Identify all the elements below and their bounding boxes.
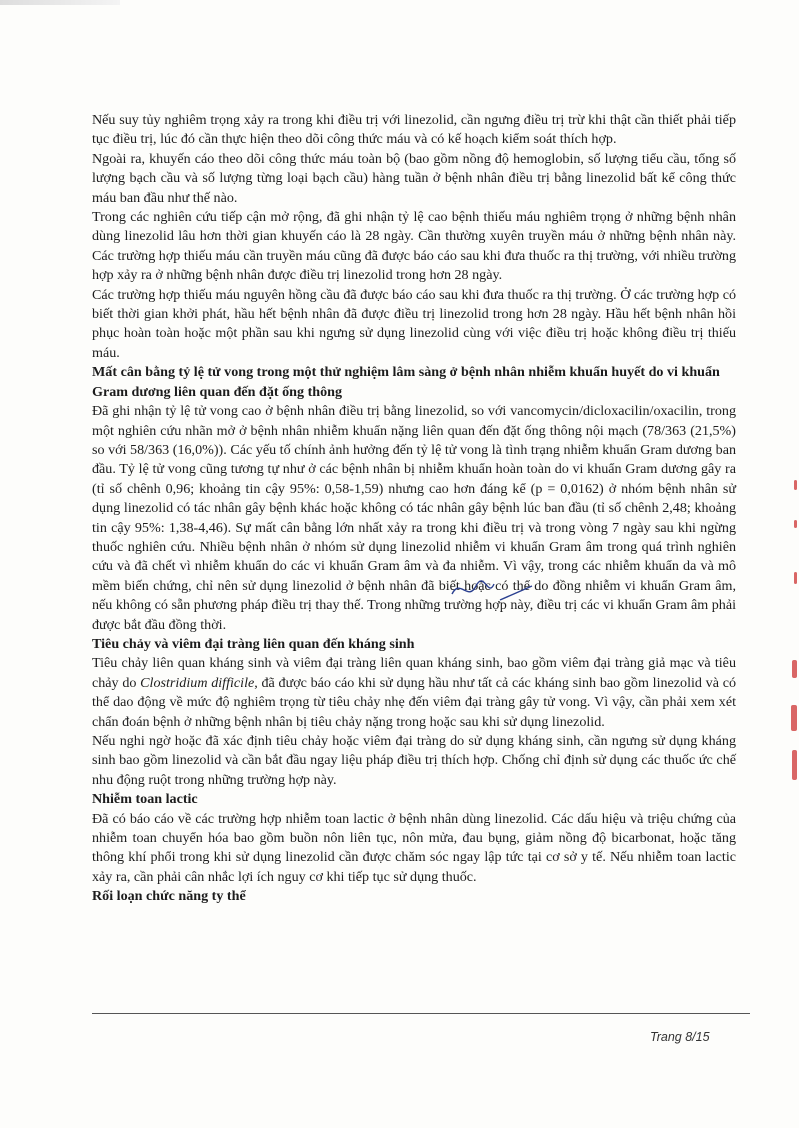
document-body (92, 111, 736, 907)
heading-mortality-imbalance: Mất cân bằng tỷ lệ tử vong trong một thử nghiệm lâm sàng ở bệnh nhân nhiễm khuẩn huyết do vi khuẩn Gram dương liên quan đến đặt ống thông (92, 364, 720, 400)
paragraph-diarrhea (92, 654, 736, 732)
footer-rule (92, 1013, 750, 1014)
paragraph-diarrhea-treatment: Nếu nghi ngờ hoặc đã xác định tiêu chảy hoặc viêm đại tràng do sử dụng kháng sinh, cần ngưng sử dụng kháng sinh bao gồm linezolid và cần bắt đầu ngay liệu pháp điều trị thích hợp. Chống chỉ định sử dụng các thuốc ức chế nhu động ruột trong những trường hợp này. (92, 733, 736, 788)
paragraph-mortality: Đã ghi nhận tỷ lệ tử vong cao ở bệnh nhân điều trị bằng linezolid, so với vancomycin/dicloxacilin/oxacilin, trong một nghiên cứu nhãn mở ở bệnh nhân nhiễm khuẩn nặng liên quan đến đặt ống thông nội mạch (78/363 (21,5%) so với 58/363 (16,0%)). Các yếu tố chính ảnh hưởng đến tỷ lệ tử vong là tình trạng nhiễm khuẩn Gram dương ban đầu. Tỷ lệ tử vong cũng tương tự như ở các bệnh nhân bị nhiễm khuẩn hoàn toàn do vi khuẩn Gram dương gây ra (tỉ số chênh 0,96; khoảng tin cậy 95%: 0,58-1,59) nhưng cao hơn đáng kể (p = 0,0162) ở nhóm bệnh nhân sử dụng linezolid có tác nhân gây bệnh khác hoặc không có tác nhân gây bệnh lúc ban đầu (tỉ số chênh 2,48; khoảng tin cậy 95%: 1,38-4,46). Sự mất cân bằng lớn nhất xảy ra trong khi điều trị và trong vòng 7 ngày sau khi ngừng thuốc nghiên cứu. Nhiều bệnh nhân ở nhóm sử dụng linezolid nhiễm vi khuẩn Gram âm trong quá trình nghiên cứu và đã chết vì nhiễm khuẩn do các vi khuẩn Gram âm và đa nhiễm. Vì vậy, trong các nhiễm khuẩn da và mô mềm biến chứng, chỉ nên sử dụng linezolid ở bệnh nhân đã biết hoặc có thể do đồng nhiễm vi khuẩn Gram âm, nếu không có sẵn phương pháp điều trị thay thế. Trong những trường hợp này, điều trị các vi khuẩn Gram âm phải được bắt đầu đồng thời. (92, 403, 737, 633)
paragraph-red-cell-aplasia: Các trường hợp thiếu máu nguyên hồng cầu đã được báo cáo sau khi đưa thuốc ra thị trường. Ở các trường hợp có biết thời gian khởi phát, hầu hết bệnh nhân đã được điều trị linezolid trong hơn 28 ngày. Hầu hết bệnh nhân hồi phục hoàn toàn hoặc một phần sau khi ngưng sử dụng linezolid cùng với việc điều trị hoặc không điều trị thiếu máu. (92, 286, 736, 361)
diarrhea-text-b: , đã được báo cáo khi sử dụng hầu như tất cả các kháng sinh bao gồm linezolid và có thể dao động về mức độ nghiêm trọng từ tiêu chảy nhẹ đến viêm đại tràng gây tử vong. Vì vậy, cần phải xem xét chẩn đoán bệnh ở những bệnh nhân bị tiêu chảy nặng trong hoặc sau khi sử dụng linezolid. (92, 674, 736, 730)
clostridium-name: Clostridium difficile (140, 674, 255, 691)
heading-mitochondrial-dysfunction: Rối loạn chức năng ty thể (92, 888, 246, 905)
paragraph-blood-count: Ngoài ra, khuyến cáo theo dõi công thức máu toàn bộ (bao gồm nồng độ hemoglobin, số lượng tiểu cầu, tổng số lượng bạch cầu và số lượng từng loại bạch cầu) hàng tuần ở bệnh nhân điều trị bằng linezolid bất kể công thức máu ban đầu như thế nào. (92, 150, 736, 206)
handwritten-scribble (448, 572, 538, 612)
paragraph-bone-marrow: Nếu suy tủy nghiêm trọng xảy ra trong khi điều trị với linezolid, cần ngưng điều trị trừ khi thật cần thiết phải tiếp tục điều trị, lúc đó cần thực hiện theo dõi công thức máu và có kế hoạch kiểm soát thích hợp. (92, 112, 736, 148)
scan-edge-marks (785, 480, 799, 790)
heading-antibiotic-diarrhea: Tiêu chảy và viêm đại tràng liên quan đến kháng sinh (92, 635, 415, 652)
scan-edge-shadow (0, 0, 120, 5)
page-number: Trang 8/15 (650, 1030, 710, 1044)
paragraph-lactic-acidosis: Đã có báo cáo về các trường hợp nhiễm toan lactic ở bệnh nhân dùng linezolid. Các dấu hiệu và triệu chứng của nhiễm toan chuyển hóa bao gồm buồn nôn liên tục, nôn mửa, đau bụng, giảm nồng độ bicarbonat, hoặc tăng thông khí phổi trong khi sử dụng linezolid cần được chăm sóc ngay lập tức tại cơ sở y tế. Nếu nhiễm toan lactic xảy ra, cần phải cân nhắc lợi ích nguy cơ khi tiếp tục sử dụng thuốc. (92, 810, 736, 885)
paragraph-anemia-studies: Trong các nghiên cứu tiếp cận mở rộng, đã ghi nhận tỷ lệ cao bệnh thiếu máu nghiêm trọng ở những bệnh nhân dùng linezolid lâu hơn thời gian khuyến cáo là 28 ngày. Cần thường xuyên truyền máu ở những bệnh nhân này. Các trường hợp thiếu máu cần truyền máu cũng đã được báo cáo sau khi đưa thuốc ra thị trường, với nhiều trường hợp xảy ra ở những bệnh nhân được điều trị linezolid trong hơn 28 ngày. (92, 209, 736, 284)
heading-lactic-acidosis: Nhiễm toan lactic (92, 791, 198, 808)
diarrhea-text-a: Tiêu chảy liên quan kháng sinh và viêm đại tràng liên quan kháng sinh, bao gồm viêm đại tràng giả mạc và tiêu chảy do (92, 655, 736, 691)
